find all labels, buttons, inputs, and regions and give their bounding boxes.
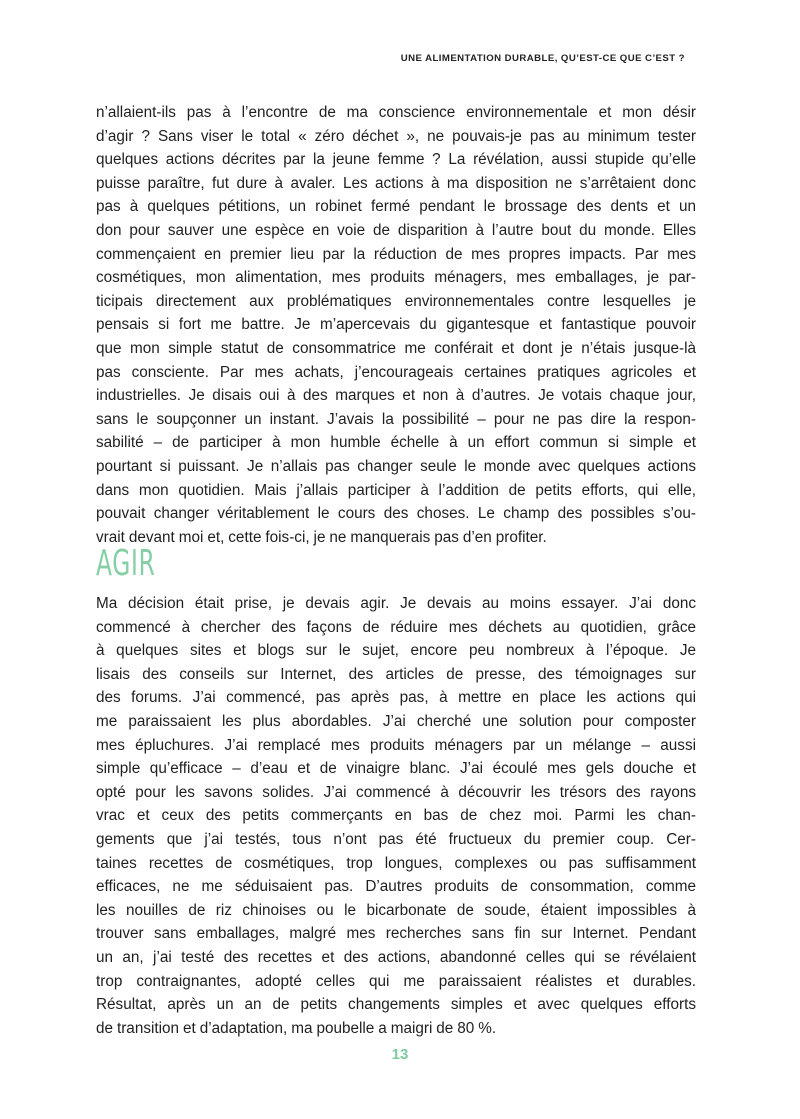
text-line: sabilité – de participer à mon humble échelle à un effort commun si simple et — [96, 434, 696, 452]
text-line: trop contraignantes, adopté celles qui me paraissaient réalistes et durables. — [96, 972, 696, 990]
text-line: puisse paraître, fut dure à avaler. Les actions à ma disposition ne s’arrêtaient donc — [96, 174, 696, 192]
text-line: ticipais directement aux problématiques environnementales contre lesquelles je — [96, 292, 696, 310]
page-number: 13 — [391, 1046, 409, 1063]
text-line: les nouilles de riz chinoises ou le bicarbonate de soude, étaient impossibles à — [96, 901, 696, 919]
text-line: que mon simple statut de consommatrice me conférait et dont je n’étais jusque-là — [96, 339, 696, 357]
text-line: de transition et d’adaptation, ma poubelle a maigri de 80 %. — [96, 1019, 497, 1037]
text-line: quelques actions décrites par la jeune femme ? La révélation, aussi stupide qu’elle — [96, 151, 696, 169]
text-line: vrait devant moi et, cette fois-ci, je ne manquerais pas d’en profiter. — [96, 528, 547, 546]
text-line: pouvait changer véritablement le cours des choses. Le champ des possibles s’ou- — [96, 505, 696, 523]
text-line: un an, j’ai testé des recettes et des actions, abandonné celles qui se révélaient — [96, 948, 696, 966]
text-line: lisais des conseils sur Internet, des articles de presse, des témoignages sur — [96, 665, 696, 683]
text-line: à quelques sites et blogs sur le sujet, encore peu nombreux à l’époque. Je — [96, 642, 696, 660]
text-line: Résultat, après un an de petits changements simples et avec quelques efforts — [96, 996, 696, 1014]
text-line: opté pour les savons solides. J’ai commencé à découvrir les trésors des rayons — [96, 783, 696, 801]
text-line: vrac et ceux des petits commerçants en bas de chez moi. Parmi les chan- — [96, 807, 696, 825]
section-heading: AGIR — [96, 543, 156, 584]
text-line: n’allaient-ils pas à l’encontre de ma conscience environnementale et mon désir — [96, 104, 696, 121]
text-line: d’agir ? Sans viser le total « zéro déchet », ne pouvais-je pas au minimum tester — [96, 127, 696, 145]
text-line: pensais si fort me battre. Je m’apercevais du gigantesque et fantastique pouvoir — [96, 316, 696, 334]
text-line: taines recettes de cosmétiques, trop longues, complexes ou pas suffisamment — [96, 854, 696, 872]
text-line: commençaient en premier lieu par la réduction de mes propres impacts. Par mes — [96, 245, 696, 263]
text-line: pas à quelques pétitions, un robinet fermé pendant le brossage des dents et un — [96, 198, 696, 216]
text-line: trouver sans emballages, malgré mes recherches sans fin sur Internet. Pendant — [96, 925, 696, 943]
text-line: des forums. J’ai commencé, pas après pas, à mettre en place les actions qui — [96, 689, 696, 707]
text-line: simple qu’efficace – d’eau et de vinaigre blanc. J’ai écoulé mes gels douche et — [96, 760, 696, 778]
text-line: sans le soupçonner un instant. J’avais la possibilité – pour ne pas dire la respon- — [96, 410, 696, 428]
text-line: mes épluchures. J’ai remplacé mes produits ménagers par un mélange – aussi — [96, 736, 696, 754]
text-line: commencé à chercher des façons de réduire mes déchets au quotidien, grâce — [96, 618, 696, 636]
text-line: pas consciente. Par mes achats, j’encourageais certaines pratiques agricoles et — [96, 363, 696, 381]
section-paragraph — [96, 592, 696, 1040]
text-line: dans mon quotidien. Mais j’allais participer à l’addition de petits efforts, qui elle, — [96, 481, 696, 499]
text-line: industrielles. Je disais oui à des marques et non à d’autres. Je votais chaque jour, — [96, 387, 696, 405]
text-line: pourtant si puissant. Je n’allais pas changer seule le monde avec quelques actions — [96, 457, 696, 475]
text-line: don pour sauver une espèce en voie de disparition à l’autre bout du monde. Elles — [96, 221, 696, 239]
text-line: gements que j’ai testés, tous n’ont pas été fructueux du premier coup. Cer- — [96, 830, 696, 848]
running-header: UNE ALIMENTATION DURABLE, QU’EST-CE QUE C’EST ? — [400, 53, 685, 64]
intro-paragraph — [96, 101, 696, 549]
text-line: Ma décision était prise, je devais agir. Je devais au moins essayer. J’ai donc — [96, 595, 696, 612]
text-line: me paraissaient les plus abordables. J’ai cherché une solution pour composter — [96, 712, 696, 730]
text-line: cosmétiques, mon alimentation, mes produits ménagers, mes emballages, je par- — [96, 269, 696, 287]
text-line: efficaces, ne me séduisaient pas. D’autres produits de consommation, comme — [96, 878, 696, 896]
